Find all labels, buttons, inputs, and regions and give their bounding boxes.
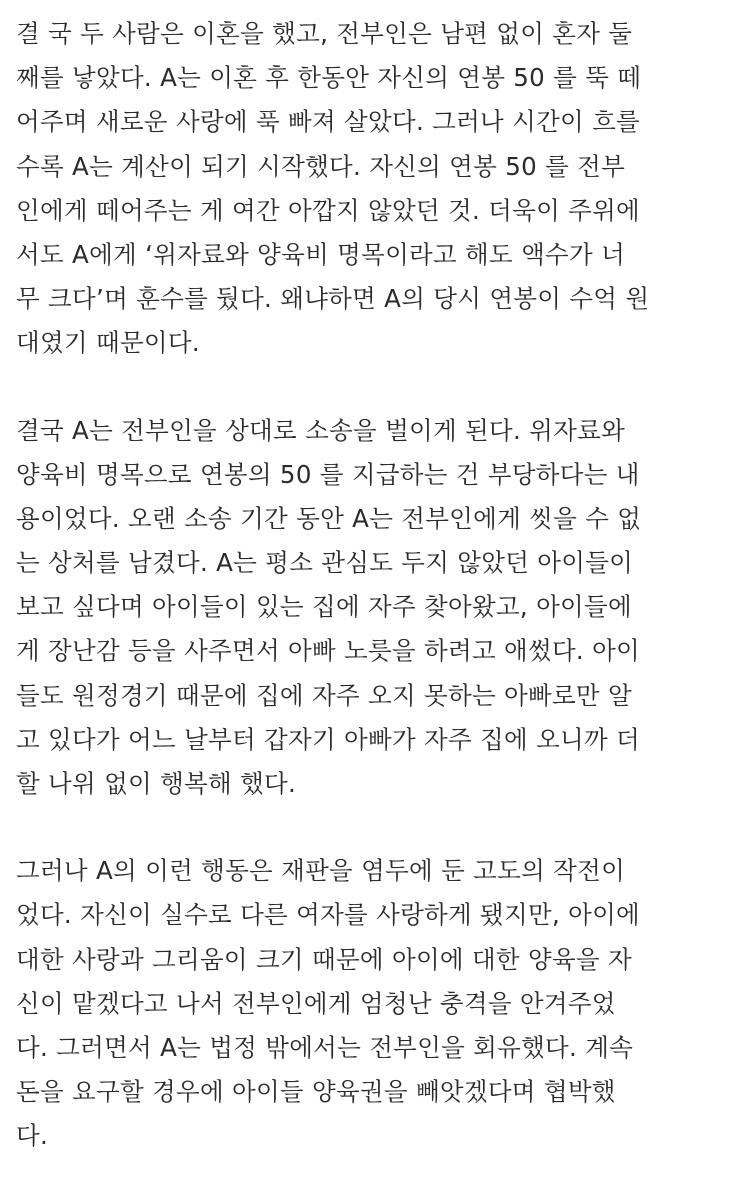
text-line: 무 크다’며 훈수를 뒀다. 왜냐하면 A의 당시 연봉이 수억 원 <box>16 284 650 314</box>
text-line: 서도 A에게 ‘위자료와 양육비 명목이라고 해도 액수가 너 <box>16 239 626 269</box>
text-line: 할 나위 없이 행복해 했다. <box>16 769 297 798</box>
text-line: 신이 맡겠다고 나서 전부인에게 엄청난 충격을 안겨주었 <box>16 988 616 1018</box>
text-line: 결국 A는 전부인을 상대로 소송을 벌이게 된다. 위자료와 <box>16 415 626 445</box>
text-line: 결 국 두 사람은 이혼을 했고, 전부인은 남편 없이 혼자 둘 <box>16 19 633 48</box>
text-line: 었다. 자신이 실수로 다른 여자를 사랑하게 됐지만, 아이에 <box>16 900 641 930</box>
text-line: 어주며 새로운 사랑에 푹 빠져 살았다. 그러나 시간이 흐를 <box>16 107 641 137</box>
text-line: 보고 싶다며 아이들이 있는 집에 자주 찾아왔고, 아이들에 <box>16 592 632 622</box>
text-line: 째를 낳았다. A는 이혼 후 한동안 자신의 연봉 50 를 뚝 떼 <box>16 63 642 93</box>
paragraph-1 <box>16 12 742 366</box>
text-line: 수록 A는 계산이 되기 시작했다. 자신의 연봉 50 를 전부 <box>16 151 626 181</box>
text-line: 대였기 때문이다. <box>16 328 200 358</box>
text-line: 대한 사랑과 그리움이 크기 때문에 아이에 대한 양육을 자 <box>16 944 632 974</box>
paragraph-3 <box>16 849 742 1158</box>
text-line: 다. <box>16 1121 49 1151</box>
text-line: 다. 그러면서 A는 법정 밖에서는 전부인을 회유했다. 계속 <box>16 1032 634 1062</box>
text-line: 돈을 요구할 경우에 아이들 양육권을 빼앗겠다며 협박했 <box>16 1077 616 1107</box>
text-line: 양육비 명목으로 연봉의 50 를 지급하는 건 부당하다는 내 <box>16 459 640 489</box>
paragraph-2 <box>16 409 742 807</box>
text-line: 고 있다가 어느 날부터 갑자기 아빠가 자주 집에 오니까 더 <box>16 724 641 754</box>
text-line: 용이었다. 오랜 소송 기간 동안 A는 전부인에게 씻을 수 없 <box>16 503 642 533</box>
text-line: 들도 원정경기 때문에 집에 자주 오지 못하는 아빠로만 알 <box>16 680 632 710</box>
text-line: 는 상처를 남겼다. A는 평소 관심도 두지 않았던 아이들이 <box>16 548 634 578</box>
text-line: 게 장난감 등을 사주면서 아빠 노릇을 하려고 애썼다. 아이 <box>16 636 641 666</box>
text-line: 인에게 떼어주는 게 여간 아깝지 않았던 것. 더욱이 주위에 <box>16 195 641 225</box>
article-body <box>16 12 742 1202</box>
text-line: 그러나 A의 이런 행동은 재판을 염두에 둔 고도의 작전이 <box>16 856 626 886</box>
